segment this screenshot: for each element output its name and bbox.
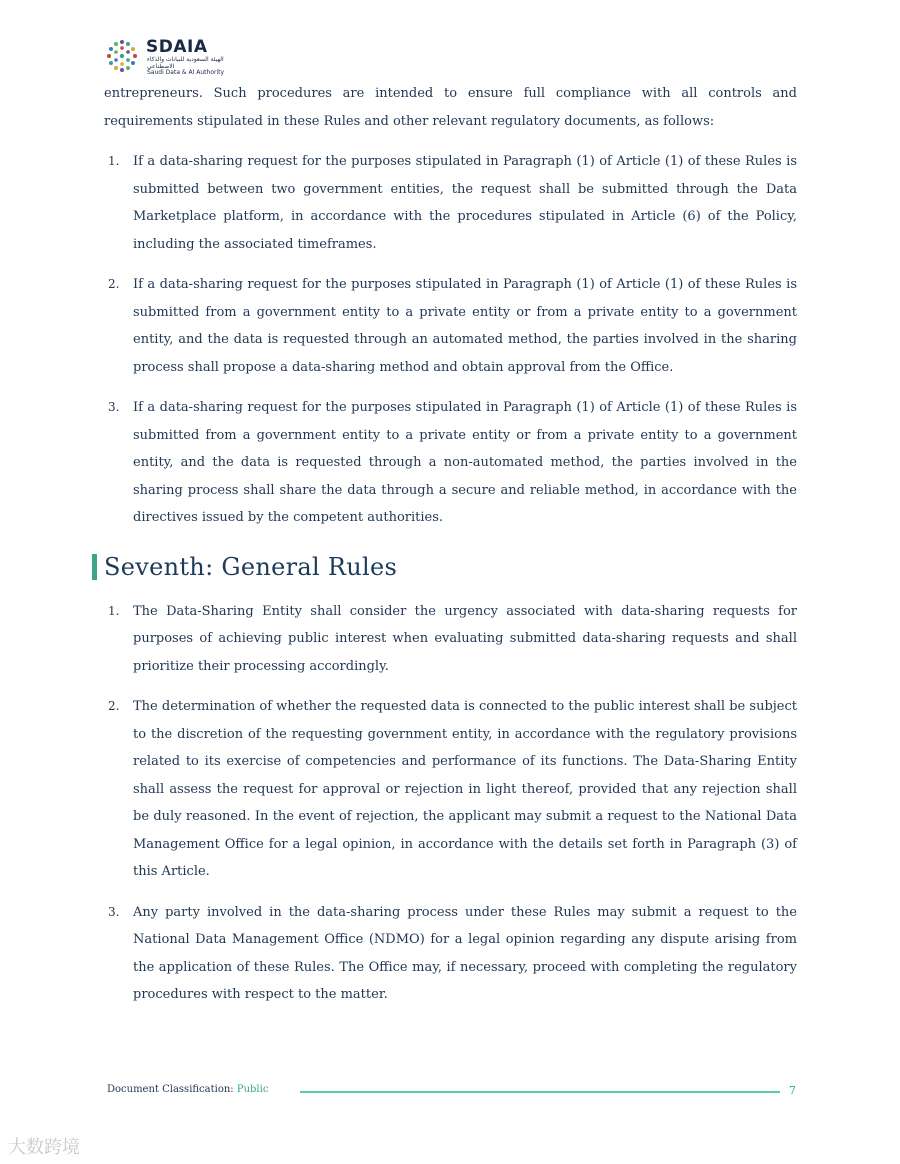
footer-divider (300, 1091, 780, 1093)
list-item (104, 394, 797, 532)
list-item-text: The determination of whether the requested data is connected to the public interest shall be subject to the discretion of the requesting government entity, in accordance with the regulatory provisions related to its exercise of competencies and performance of its functions. The Data-Sharing Entity shall assess the request for approval or rejection in light thereof, provided that any rejection shall be duly reasoned. In the event of rejection, the applicant may submit a request to the National Data Management Office for a legal opinion, in accordance with the details set forth in Paragraph (3) of this Article. (133, 699, 797, 879)
heading-accent-bar (92, 554, 97, 580)
list-item (104, 271, 797, 381)
logo-arabic-name: الهيئة السعودية للبيانات والذكاء الاصطناعي (147, 56, 224, 70)
sdaia-logo (102, 36, 227, 78)
list-item-number: 2. (108, 699, 120, 713)
list-item-text: If a data-sharing request for the purposes stipulated in Paragraph (1) of Article (1) of these Rules is submitted from a government entity to a private entity or from a private entity to a government entity, and the data is requested through an automated method, the parties involved in the sharing process shall propose a data-sharing method and obtain approval from the Office. (133, 277, 797, 375)
watermark: 大数跨境 (8, 1137, 80, 1158)
data-sharing-procedures-list (104, 148, 797, 532)
classification-value: Public (236, 1084, 269, 1095)
list-item-number: 1. (108, 603, 120, 618)
list-item-number: 3. (108, 904, 120, 919)
list-item-number: 1. (108, 154, 120, 168)
section-heading (104, 550, 797, 584)
classification-label: Document Classification: (107, 1084, 237, 1095)
logo-english-name: Saudi Data & AI Authority (147, 69, 225, 76)
list-item (104, 693, 797, 886)
section-heading-text: Seventh: General Rules (104, 552, 398, 581)
list-item-text: If a data-sharing request for the purposes stipulated in Paragraph (1) of Article (1) of these Rules is submitted between two government entities, the request shall be submitted through the Data Marketplace platform, in accordance with the procedures stipulated in Article (6) of the Policy, including the associated timeframes. (133, 154, 797, 252)
document-body (104, 80, 797, 1009)
document-classification (107, 1084, 268, 1095)
list-item (104, 598, 797, 681)
list-item-text: Any party involved in the data-sharing process under these Rules may submit a request to the National Data Management Office (NDMO) for a legal opinion regarding any dispute arising from the application of these Rules. The Office may, if necessary, proceed with completing the regulatory procedures with respect to the matter. (133, 904, 797, 1002)
logo-title: SDAIA (146, 37, 208, 57)
sdaia-logo-mark-icon (102, 36, 142, 76)
list-item-number: 2. (108, 277, 120, 291)
list-item-text: The Data-Sharing Entity shall consider the urgency associated with data-sharing requests for purposes of achieving public interest when evaluating submitted data-sharing requests and shall prioritize their processing accordingly. (133, 603, 797, 674)
list-item-number: 3. (108, 400, 120, 414)
list-item (104, 899, 797, 1009)
intro-paragraph: entrepreneurs. Such procedures are intended to ensure full compliance with all controls and requirements stipulated in these Rules and other relevant regulatory documents, as follows: (104, 86, 797, 129)
list-item (104, 148, 797, 258)
list-item-text: If a data-sharing request for the purposes stipulated in Paragraph (1) of Article (1) of these Rules is submitted from a government entity to a private entity or from a private entity to a government entity, and the data is requested through a non-automated method, the parties involved in the sharing process shall share the data through a secure and reliable method, in accordance with the directives issued by the competent authorities. (133, 400, 797, 525)
general-rules-list (104, 598, 797, 1009)
page-number: 7 (789, 1084, 796, 1097)
